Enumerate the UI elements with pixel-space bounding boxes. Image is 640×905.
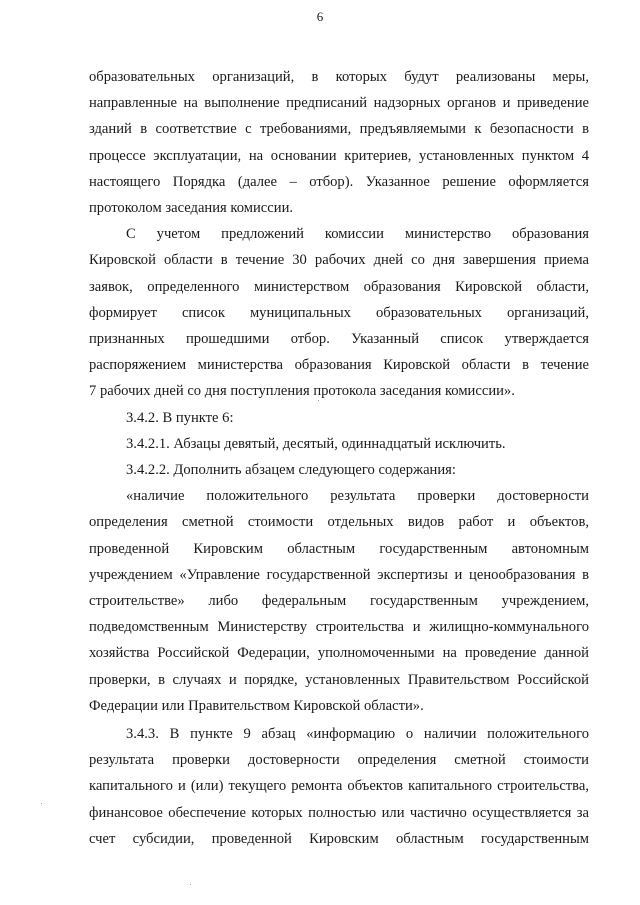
- body-line: заявок, определенного министерством образования Кировской области,: [89, 278, 589, 295]
- body-line: капитального и (или) текущего ремонта объектов капитального строительства,: [89, 778, 589, 795]
- quote-line: учреждением «Управление государственной экспертизы и ценообразования в: [89, 566, 589, 583]
- body-line: зданий в соответствие с требованиями, предъявляемыми к безопасности в: [89, 121, 589, 138]
- body-line: финансовое обеспечение которых полностью или частично осуществляется за: [89, 804, 589, 821]
- section-item: 3.4.2.1. Абзацы девятый, десятый, одиннадцатый исключить.: [126, 435, 506, 452]
- scan-speck: [318, 400, 319, 401]
- body-line: формирует список муниципальных образовательных организаций,: [89, 304, 589, 321]
- body-line: направленные на выполнение предписаний надзорных органов и приведение: [89, 95, 589, 112]
- body-line: результата проверки достоверности определения сметной стоимости: [89, 752, 589, 769]
- scan-speck: [190, 884, 191, 885]
- page-number: 6: [316, 9, 324, 24]
- quote-line: Федерации или Правительством Кировской области».: [89, 697, 424, 714]
- body-line: образовательных организаций, в которых будут реализованы меры,: [89, 69, 589, 85]
- body-line: протоколом заседания комиссии.: [89, 200, 294, 217]
- document-body: [89, 64, 589, 852]
- quote-line: «наличие положительного результата проверки достоверности: [126, 488, 589, 505]
- quote-line: проверки, в случаях и порядке, установленных Правительством Российской: [89, 671, 589, 688]
- body-line: 3.4.3. В пункте 9 абзац «информацию о наличии положительного: [126, 726, 589, 743]
- quote-line: подведомственным Министерству строительства и жилищно-коммунального: [89, 619, 589, 636]
- quote-line: хозяйства Российской Федерации, уполномоченными на проведение данной: [89, 645, 589, 662]
- body-line: распоряжением министерства образования Кировской области в течение: [89, 357, 589, 374]
- body-line: настоящего Порядка (далее – отбор). Указанное решение оформляется: [89, 173, 589, 190]
- scan-speck: [41, 803, 42, 804]
- body-line: С учетом предложений комиссии министерство образования: [126, 226, 589, 243]
- body-line: процессе эксплуатации, на основании критериев, установленных пунктом 4: [89, 147, 589, 164]
- body-line: Кировской области в течение 30 рабочих дней со дня завершения приема: [89, 252, 589, 269]
- section-heading: 3.4.2. В пункте 6:: [126, 409, 234, 426]
- section-item: 3.4.2.2. Дополнить абзацем следующего содержания:: [126, 462, 456, 479]
- quote-line: определения сметной стоимости отдельных видов работ и объектов,: [89, 514, 589, 531]
- quote-line: проведенной Кировским областным государственным автономным: [89, 540, 589, 557]
- quote-line: строительстве» либо федеральным государственным учреждением,: [89, 593, 589, 610]
- body-line: признанных прошедшими отбор. Указанный список утверждается: [89, 331, 589, 348]
- body-line: 7 рабочих дней со дня поступления протокола заседания комиссии».: [89, 383, 515, 400]
- body-line: счет субсидии, проведенной Кировским областным государственным: [89, 830, 589, 847]
